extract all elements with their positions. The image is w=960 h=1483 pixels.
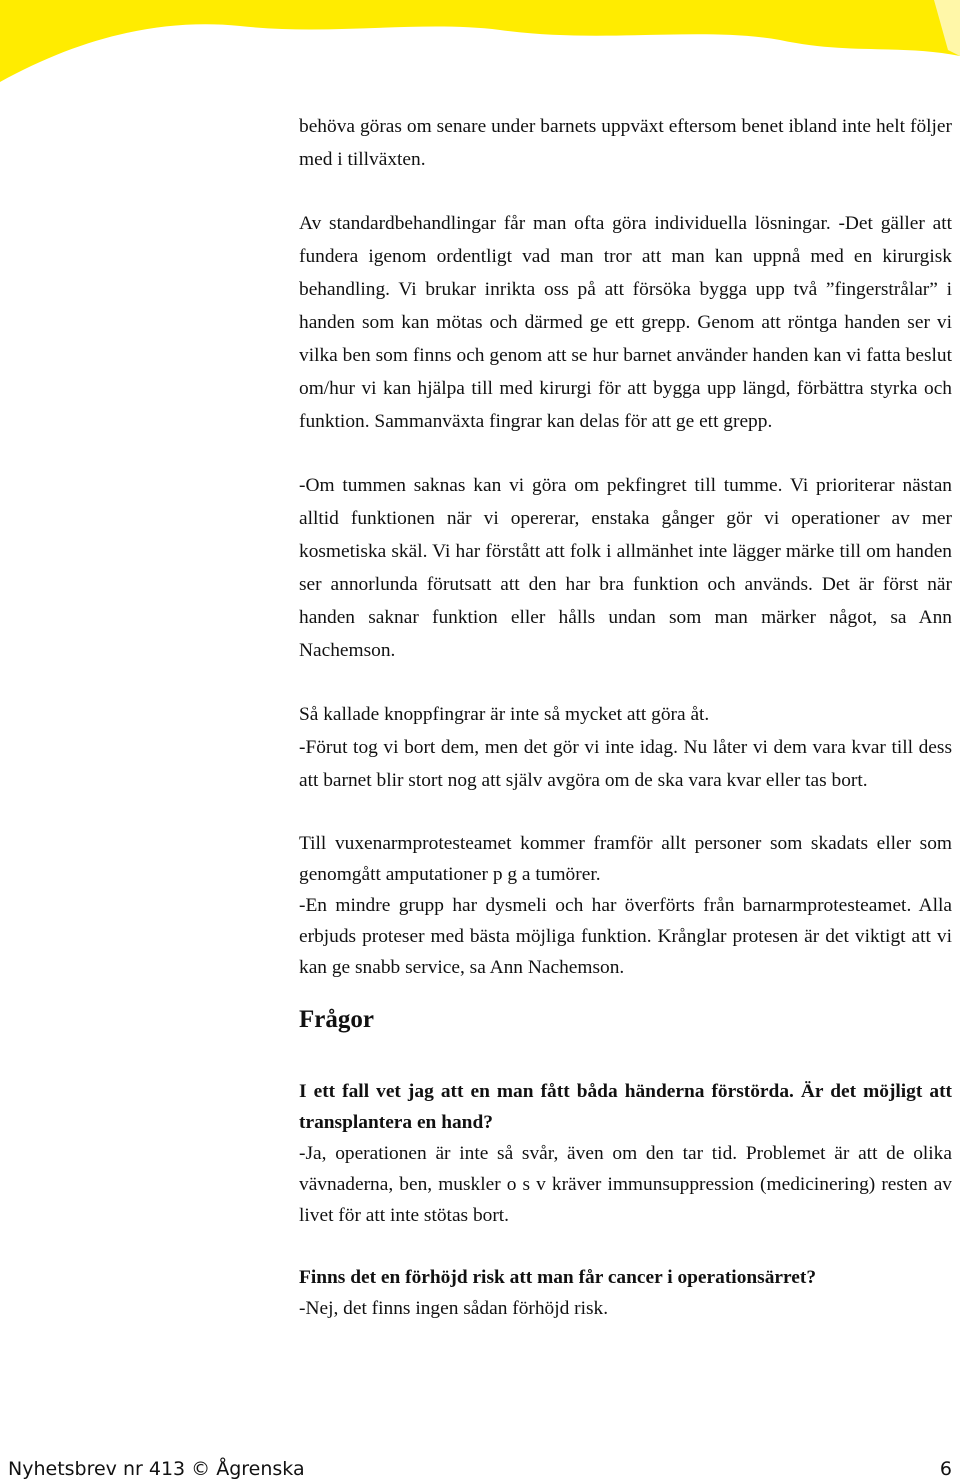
paragraph: Av standardbehandlingar får man ofta göra individuella lösningar. -Det gäller att fundera igenom ordentligt vad man tror att man kan uppnå med en kirurgisk behandling. Vi brukar inrikta oss på att försöka bygga upp två ”fingerstrålar” i handen som kan mötas och därmed ge ett grepp. Genom att röntga handen ser vi vilka ben som finns och genom att se hur barnet använder handen kan vi fatta beslut om/hur vi kan hjälpa till med kirurgi för att bygga upp längd, förbättra styrka och funktion. Sammanväxta fingrar kan delas för att ge ett grepp. (299, 213, 952, 432)
paragraph: Så kallade knoppfingrar är inte så mycket att göra åt. (299, 704, 710, 725)
paragraph: Till vuxenarmprotesteamet kommer framför allt personer som skadats eller som genomgått amputationer p g a tumörer. (299, 833, 952, 885)
paragraph: -Förut tog vi bort dem, men det gör vi inte idag. Nu låter vi dem vara kvar till dess att barnet blir stort nog att själv avgöra om de ska vara kvar eller tas bort. (299, 737, 952, 791)
paragraph: behöva göras om senare under barnets uppväxt eftersom benet ibland inte helt följer med i tillväxten. (299, 116, 952, 170)
paragraph: -En mindre grupp har dysmeli och har överförts från barnarmprotesteamet. Alla erbjuds proteser med bästa möjliga funktion. Krånglar protesen är det viktigt att vi kan ge snabb service, sa Ann Nachemson. (299, 895, 952, 978)
paragraph: -Om tummen saknas kan vi göra om pekfingret till tumme. Vi prioriterar nästan alltid funktionen när vi opererar, enstaka gånger gör vi operationer av mer kosmetiska skäl. Vi har förstått att folk i allmänhet inte lägger märke till om handen ser annorlunda förutsatt att den har bra funktion och används. Det är först när handen saknar funktion eller hålls undan som man märker något, sa Ann Nachemson. (299, 475, 952, 661)
article-body (299, 110, 952, 1324)
qa-question: I ett fall vet jag att en man fått båda händerna förstörda. Är det möjligt att transplantera en hand? (299, 1081, 952, 1133)
footer-publication: Nyhetsbrev nr 413 © Ågrenska (8, 1458, 305, 1480)
qa-answer: -Ja, operationen är inte så svår, även om den tar tid. Problemet är att de olika vävnaderna, ben, muskler o s v kräver immunsuppression (medicinering) resten av livet för att inte stötas bort. (299, 1143, 952, 1226)
qa-question: Finns det en förhöjd risk att man får cancer i operationsärret? (299, 1267, 817, 1288)
section-heading: Frågor (299, 1006, 374, 1033)
qa-answer: -Nej, det finns ingen sådan förhöjd risk. (299, 1298, 609, 1319)
page-number: 6 (939, 1458, 952, 1480)
page-footer (8, 1455, 952, 1483)
decorative-yellow-band (0, 0, 960, 82)
